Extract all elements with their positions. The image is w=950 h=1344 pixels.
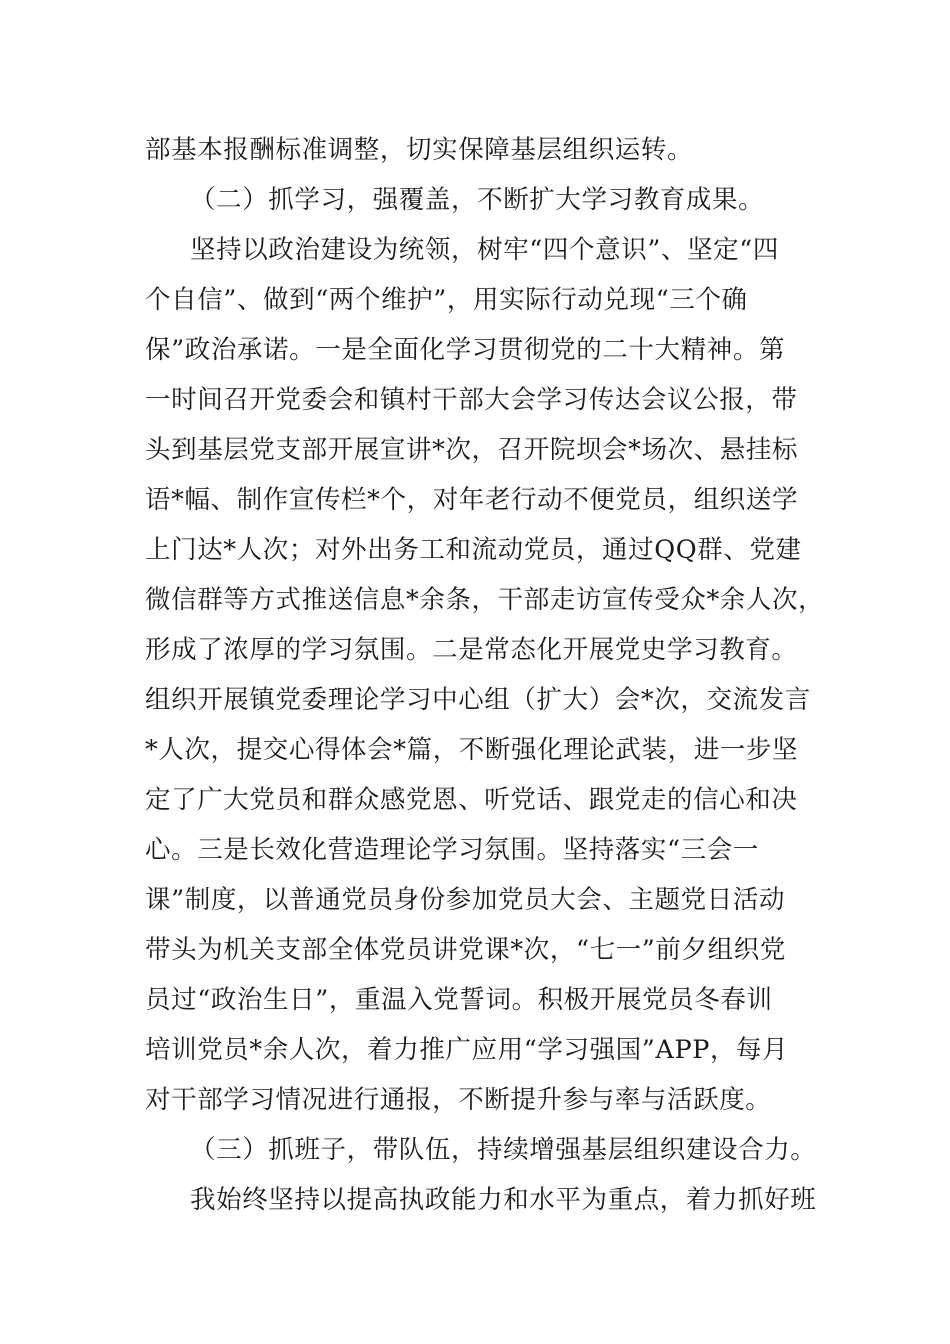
paragraph-line: *人次，提交心得体会*篇，不断强化理论武装，进一步坚 (145, 735, 799, 765)
paragraph-line: 带头为机关支部全体党员讲党课*次，“七一”前夕组织党 (145, 935, 786, 965)
paragraph-line: 对干部学习情况进行通报，不断提升参与率与活跃度。 (145, 1085, 772, 1115)
paragraph-line: 定了广大党员和群众感党恩、听党话、跟党走的信心和决 (145, 785, 798, 815)
paragraph-line: 形成了浓厚的学习氛围。二是常态化开展党史学习教育。 (145, 635, 798, 665)
paragraph-line: 培训党员*余人次，着力推广应用“学习强国”APP，每月 (145, 1035, 789, 1065)
paragraph-line: 心。三是长效化营造理论学习氛围。坚持落实“三会一 (145, 835, 759, 865)
paragraph-line: 课”制度，以普通党员身份参加党员大会、主题党日活动 (145, 885, 786, 915)
paragraph-line: 保”政治承诺。一是全面化学习贯彻党的二十大精神。第 (145, 335, 786, 365)
section-heading-3: （三）抓班子，带队伍，持续增强基层组织建设合力。 (190, 1135, 817, 1165)
paragraph-line: 组织开展镇党委理论学习中心组（扩大）会*次，交流发言 (145, 685, 811, 715)
paragraph-line: 微信群等方式推送信息*余条，干部走访宣传受众*余人次， (145, 585, 825, 615)
paragraph-line: 我始终坚持以提高执政能力和水平为重点，着力抓好班 (190, 1185, 817, 1215)
paragraph-line: 个自信”、做到“两个维护”，用实际行动兑现“三个确 (145, 285, 748, 315)
paragraph-line: 部基本报酬标准调整，切实保障基层组织运转。 (145, 135, 694, 165)
paragraph-line: 上门达*人次；对外出务工和流动党员，通过QQ群、党建 (145, 535, 802, 565)
paragraph-line: 坚持以政治建设为统领，树牢“四个意识”、坚定“四 (190, 235, 780, 265)
section-heading-2: （二）抓学习，强覆盖，不断扩大学习教育成果。 (190, 185, 765, 215)
paragraph-line: 头到基层党支部开展宣讲*次，召开院坝会*场次、悬挂标 (145, 435, 799, 465)
paragraph-line: 一时间召开党委会和镇村干部大会学习传达会议公报，带 (145, 385, 798, 415)
paragraph-line: 语*幅、制作宣传栏*个，对年老行动不便党员，组织送学 (145, 485, 799, 515)
paragraph-line: 员过“政治生日”，重温入党誓词。积极开展党员冬春训 (145, 985, 773, 1015)
